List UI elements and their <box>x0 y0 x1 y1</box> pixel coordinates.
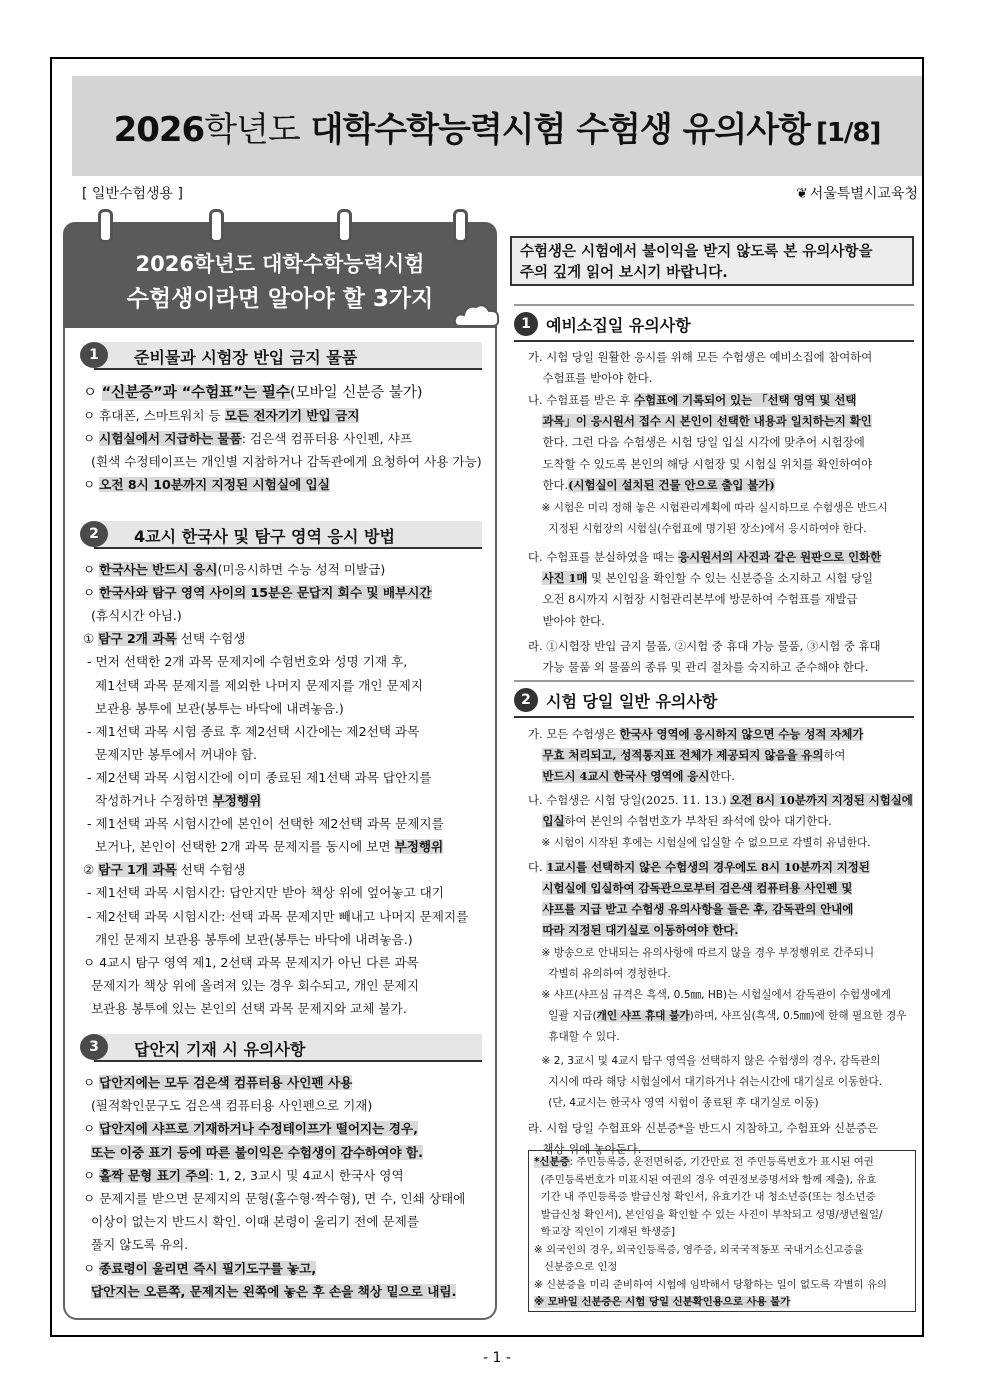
text-line <box>528 766 918 787</box>
text-line <box>528 432 918 453</box>
line-text: (모바일 신분증 불가) <box>289 385 423 401</box>
section-title: 시험 당일 일반 유의사항 <box>546 692 718 711</box>
text-line <box>534 1172 914 1190</box>
text-line <box>83 929 483 951</box>
line-text: : 검은색 컴퓨터용 사인펜, 샤프 <box>241 431 413 446</box>
line-text: ㅇ 문제지를 받으면 문제지의 문형(홀수형·짝수형), 면 수, 인쇄 상태에 <box>83 1191 466 1206</box>
text-line <box>83 605 483 627</box>
text-line <box>534 1154 914 1172</box>
line-text: (미응시하면 수능 성적 미발급) <box>217 562 386 577</box>
section-3-heading <box>80 1034 482 1060</box>
line-text: 라. ①시험장 반입 금지 물품, ②시험 중 휴대 가능 물품, ③시험 중 휴대 <box>528 638 881 653</box>
highlighted-text: (시험실이 설치된 건물 안으로 출입 불가) <box>568 477 775 492</box>
highlighted-text: 사진 1매 <box>542 571 588 585</box>
line-text <box>528 881 542 895</box>
highlighted-text: 홀짝 문형 표기 주의 <box>99 1167 210 1183</box>
line-text: - 제2선택 과목 시험시간: 선택 과목 문제지만 빼내고 나머지 문제지를 <box>83 908 469 924</box>
text-line <box>528 833 918 854</box>
highlighted-text: 따라 지정된 대기실로 이동하여야 한다. <box>542 922 739 937</box>
line-text: ㅇ <box>83 385 102 401</box>
highlighted-text: 입실 <box>542 814 565 829</box>
line-text: - 제2선택 과목 시험시간에 이미 종료된 제1선택 과목 답안지를 <box>83 769 432 785</box>
notice-line: 수험생은 시험에서 불이익을 받지 않도록 본 유의사항을 <box>520 244 873 260</box>
line-text: ㅇ <box>83 477 100 492</box>
text-line <box>534 1242 914 1260</box>
text-line <box>528 878 918 899</box>
highlighted-text: 샤프를 지급 받고 수험생 유의사항을 들은 후, 감독관의 안내에 <box>542 901 854 916</box>
line-text: 지정된 시험장의 시험실(수험표에 명기된 장소)에서 응시하여야 한다. <box>528 523 867 536</box>
text-line <box>528 347 918 368</box>
line-text: (휴식시간 아님.) <box>83 608 182 624</box>
line-text: ① <box>83 631 99 647</box>
text-line <box>83 813 483 835</box>
section-number: 2 <box>514 688 538 712</box>
line-text: 다. 수험표를 분실하였을 때는 <box>528 549 679 564</box>
text-line <box>83 744 483 766</box>
line-text: : 주민등록증, 운전면허증, 기간만료 전 주민등록번호가 표시된 여권 <box>569 1156 874 1168</box>
line-text <box>528 923 542 937</box>
line-text: (필적확인문구도 검은색 컴퓨터용 사인펜으로 기재) <box>83 1098 373 1114</box>
highlighted-text: 답안지는 오른쪽, 문제지는 왼쪽에 놓은 후 손을 책상 밑으로 내림. <box>91 1283 457 1299</box>
notice-line: 주의 깊게 읽어 보시기 바랍니다. <box>520 265 728 281</box>
text-line <box>83 1258 483 1280</box>
text-line <box>534 1224 914 1242</box>
line-text: 가. 시험 당일 원활한 응시를 위해 모든 수험생은 예비소집에 참여하여 <box>528 350 873 364</box>
line-text: ※ 방송으로 안내되는 유의사항에 따르지 않을 경우 부정행위로 간주되니 <box>528 947 875 959</box>
line-text: 선택 수험생 <box>176 862 246 878</box>
highlighted-text: 수험표에 기록되어 있는 「선택 영역 및 선택 <box>634 392 857 407</box>
text-line <box>528 498 918 519</box>
line-text <box>528 814 542 828</box>
text-line <box>83 836 483 858</box>
line-text: ※ 시험은 미리 정해 놓은 시험관리계획에 따라 실시하므로 수험생은 반드시 <box>528 502 888 515</box>
text-line <box>528 985 918 1006</box>
right-section-1-heading <box>514 310 914 342</box>
text-line <box>528 568 918 589</box>
line-text: ㅇ 휴대폰, 스마트워치 등 <box>83 408 225 423</box>
line-text: 작성하거나 수정하면 <box>83 793 213 808</box>
line-text: 제1선택 과목 문제지를 제외한 나머지 문제지를 개인 문제지 <box>83 677 424 693</box>
page-title: 2026학년도 대학수학능력시험 수험생 유의사항 [1/8] <box>113 110 881 150</box>
line-text: 일괄 지급( <box>528 1010 597 1023</box>
text-line <box>528 611 918 632</box>
key-points-heading-1: 2026학년도 대학수학능력시험 <box>135 252 425 276</box>
text-line <box>83 790 483 812</box>
section-number: 3 <box>80 1034 108 1060</box>
text-line <box>528 411 918 432</box>
line-text: 나. 수험생은 시험 당일(2025. 11. 13.) <box>528 793 731 808</box>
line-text: 오전 8시까지 시험장 시험관리본부에 방문하여 수험표를 재발급 <box>528 592 858 607</box>
text-line <box>83 1095 483 1117</box>
line-text: ※ 시험이 시작된 후에는 시험실에 입실할 수 없으므로 각별히 유념한다. <box>528 836 871 849</box>
section-title: 답안지 기재 시 유의사항 <box>134 1040 306 1059</box>
section-title: 준비물과 시험장 반입 금지 물품 <box>134 348 358 367</box>
line-text <box>528 769 542 783</box>
highlighted-text: 모든 전자기기 반입 금지 <box>224 408 360 423</box>
line-text: 하여 본인의 수험번호가 부착된 좌석에 앉아 대기한다. <box>564 814 832 829</box>
section-title: 4교시 한국사 및 탐구 영역 응시 방법 <box>134 527 395 546</box>
highlighted-text: 반드시 4교시 한국사 영역에 응시 <box>542 769 710 784</box>
text-line <box>528 724 918 745</box>
line-text: - 제1선택 과목 시험 종료 후 제2선택 시간에는 제2선택 과목 <box>83 723 420 739</box>
line-text: ㅇ <box>83 1121 100 1137</box>
line-text: ※ 신분증을 미리 준비하여 시험에 임박해서 당황하는 일이 없도록 각별히 유의 <box>534 1278 887 1291</box>
text-line <box>528 920 918 941</box>
line-text: - 제1선택 과목 시험시간에 본인이 선택한 제2선택 과목 문제지를 <box>83 816 444 832</box>
highlighted-text: 과목」이 응시원서 접수 시 본인이 선택한 내용과 일치하는지 확인 <box>542 413 872 428</box>
line-text: 가능 물품 외 물품의 종류 및 관리 절차를 숙지하고 준수해야 한다. <box>528 660 869 675</box>
line-text: (흰색 수정테이프는 개인별 지참하거나 감독관에게 요청하여 사용 가능) <box>83 454 482 469</box>
text-line <box>534 1207 914 1225</box>
line-text: 다. <box>528 859 547 874</box>
text-line <box>83 859 483 881</box>
line-text: ㅇ <box>83 585 100 601</box>
highlighted-text: 오전 8시 10분까지 지정된 시험실에 <box>730 793 913 808</box>
text-line <box>528 368 918 389</box>
line-text: 보관용 봉투에 있는 본인의 선택 과목 문제지와 교체 불가. <box>83 1000 407 1016</box>
highlighted-text: 탐구 1개 과목 <box>98 862 177 878</box>
text-line <box>83 882 483 904</box>
text-line <box>83 1072 483 1094</box>
text-line <box>83 582 483 604</box>
audience-tag: [ 일반수험생용 ] <box>82 186 183 202</box>
key-points-heading-2: 수험생이라면 알아야 할 3가지 <box>126 286 434 312</box>
highlighted-text: ※ 모바일 신분증은 시험 당일 신분확인용으로 사용 불가 <box>534 1296 791 1308</box>
highlighted-text: 무효 처리되고, 성적통지표 전체가 제공되지 않음을 유의 <box>542 748 824 763</box>
line-text: ㅇ <box>83 1075 100 1090</box>
notice-box <box>510 236 914 286</box>
line-text: 보거나, 본인이 선택한 2개 과목 문제지를 동시에 보면 <box>83 839 395 855</box>
text-line <box>83 405 483 427</box>
text-line <box>83 628 483 650</box>
text-line <box>534 1294 914 1312</box>
line-text: ㅇ <box>83 1167 100 1183</box>
line-text: - 먼저 선택한 2개 과목 문제지에 수험번호와 성명 기재 후, <box>83 654 408 670</box>
line-text: 도착할 수 있도록 본인의 해당 시험장 및 시험실 위치를 확인하여야 <box>528 456 873 471</box>
line-text <box>528 748 542 762</box>
text-line <box>528 811 918 832</box>
line-text: 한다. <box>528 477 569 492</box>
line-text: 수험표를 받아야 한다. <box>528 371 653 386</box>
text-line <box>83 559 483 581</box>
text-line <box>83 1165 483 1187</box>
line-text: : 1, 2, 3교시 및 4교시 한국사 영역 <box>209 1167 404 1183</box>
text-line <box>83 382 483 404</box>
text-line <box>528 857 918 878</box>
line-text: 선택 수험생 <box>176 631 246 647</box>
right-section-2-heading <box>514 686 914 718</box>
line-text: 기간 내 주민등록증 발급신청 확인서, 유효기간 내 청소년증(또는 청소년증 <box>534 1191 876 1203</box>
binder-ring-icon <box>453 209 468 243</box>
line-text <box>83 1284 91 1299</box>
line-text: 책상 위에 놓아둔다. <box>528 1141 642 1156</box>
highlighted-text: 개인 샤프 휴대 불가 <box>596 1010 690 1023</box>
text-line <box>528 1093 918 1114</box>
line-text: ㅇ <box>83 1260 100 1276</box>
line-text: 문제지가 책상 위에 올려져 있는 경우 회수되고, 개인 문제지 <box>83 977 420 993</box>
line-text: ② <box>83 862 99 878</box>
line-text: 지시에 따라 해당 시험실에서 대기하거나 쉬는시간에 대기실로 이동한다. <box>528 1075 883 1088</box>
line-text: 받아야 한다. <box>528 613 605 628</box>
section-2-heading <box>80 521 482 547</box>
text-line <box>83 906 483 928</box>
text-line <box>83 975 483 997</box>
section-number: 1 <box>80 342 108 368</box>
text-line <box>83 1281 483 1303</box>
text-line <box>528 1072 918 1093</box>
text-line <box>534 1259 914 1277</box>
text-line <box>528 636 918 657</box>
text-line <box>83 698 483 720</box>
line-text <box>528 902 542 916</box>
highlighted-text: “신분증”과 “수험표”는 필수 <box>101 385 290 401</box>
line-text: ㅇ <box>83 431 100 446</box>
text-line <box>83 721 483 743</box>
line-text: 발급신청 확인서), 본인임을 확인할 수 있는 사진이 부착되고 성명/생년월일/ <box>534 1208 883 1221</box>
line-text: (주민등록번호가 미표시된 여권의 경우 여권정보증명서와 함께 제출), 유효 <box>534 1173 877 1186</box>
text-line <box>83 1188 483 1210</box>
line-text: 풀지 않도록 유의. <box>83 1237 189 1253</box>
text-line <box>528 899 918 920</box>
text-line <box>528 589 918 610</box>
issuer <box>796 183 918 203</box>
line-text: 라. 시험 당일 수험표와 신분증*을 반드시 지참하고, 수험표와 신분증은 <box>528 1120 878 1135</box>
line-text: - 제1선택 과목 시험시간: 답안지만 받아 책상 위에 엎어놓고 대기 <box>83 885 444 901</box>
text-line <box>528 1006 918 1027</box>
highlighted-text: 또는 이중 표기 등에 따른 불이익은 수험생이 감수하여야 함. <box>91 1144 423 1160</box>
text-line <box>528 657 918 678</box>
line-text <box>528 571 542 585</box>
text-line <box>528 964 918 985</box>
text-line <box>528 475 918 496</box>
line-text: ※ 외국인의 경우, 외국인등록증, 영주증, 외국국적동포 국내거소신고증을 <box>534 1243 864 1256</box>
line-text: ※ 2, 3교시 및 4교시 탐구 영역을 선택하지 않은 수험생의 경우, 감독관의 <box>528 1054 881 1067</box>
text-line <box>528 1027 918 1048</box>
office-name: 서울특별시교육청 <box>809 186 918 202</box>
line-text: 나. 수험표를 받은 후 <box>528 392 635 407</box>
office-logo-icon: ❦ <box>796 186 808 202</box>
highlighted-text: 답안지에 샤프로 기재하거나 수정테이프가 떨어지는 경우, <box>99 1121 418 1137</box>
line-text: 개인 문제지 보관용 봉투에 보관(봉투는 바닥에 내려놓음.) <box>83 931 413 947</box>
highlighted-text: 답안지에는 모두 검은색 컴퓨터용 사인펜 사용 <box>99 1075 353 1090</box>
binder-ring-icon <box>209 209 224 243</box>
line-text: 하여 <box>823 748 846 763</box>
highlighted-text: *신분증 <box>534 1156 570 1168</box>
title-bar <box>72 76 922 176</box>
line-text <box>528 414 542 428</box>
line-text: 한다. 그런 다음 수험생은 시험 당일 입실 시각에 맞추어 시험장에 <box>528 435 865 450</box>
text-line <box>528 547 918 568</box>
text-line <box>83 451 483 473</box>
line-text: 문제지만 봉투에서 꺼내야 함. <box>83 746 258 762</box>
text-line <box>83 1142 483 1164</box>
text-line <box>83 428 483 450</box>
section-1-heading <box>80 342 482 368</box>
binder-ring-icon <box>337 209 352 243</box>
highlighted-text: 1교시를 선택하지 않은 수험생의 경우에도 8시 10분까지 지정된 <box>546 859 870 874</box>
text-line <box>528 1118 918 1139</box>
highlighted-text: 부정행위 <box>394 839 444 855</box>
text-line <box>83 767 483 789</box>
text-line <box>83 1234 483 1256</box>
highlighted-text: 한국사 영역에 응시하지 않으면 수능 성적 자체가 <box>619 727 864 741</box>
section-number: 2 <box>80 521 108 547</box>
key-points-header <box>63 222 497 328</box>
text-line <box>528 1051 918 1072</box>
line-text: ㅇ <box>83 562 100 577</box>
text-line <box>83 1211 483 1233</box>
line-text: 각별히 유의하여 경청한다. <box>528 968 671 981</box>
cloud-icon <box>452 300 502 330</box>
line-text: 및 본인임을 확인할 수 있는 신분증을 소지하고 시험 당일 <box>587 571 874 585</box>
text-line <box>534 1189 914 1207</box>
line-text: 보관용 봉투에 보관(봉투는 바닥에 내려놓음.) <box>83 700 344 716</box>
line-text: ※ 샤프(샤프심 규격은 흑색, 0.5㎜, HB)는 시험실에서 감독관이 수험생에게 <box>528 989 891 1002</box>
line-text: 신분증으로 인정 <box>534 1261 618 1273</box>
highlighted-text: 한국사는 반드시 응시 <box>99 562 218 577</box>
highlighted-text: 부정행위 <box>212 793 262 808</box>
page-number: - 1 - <box>483 1350 511 1366</box>
highlighted-text: 종료령이 울리면 즉시 필기도구를 놓고, <box>99 1260 317 1276</box>
section-title: 예비소집일 유의사항 <box>546 316 691 335</box>
highlighted-text: 오전 8시 10분까지 지정된 시험실에 입실 <box>99 477 330 492</box>
line-text: 이상이 없는지 반드시 확인. 이때 본령이 울리기 전에 문제를 <box>83 1214 420 1230</box>
line-text: 휴대할 수 있다. <box>528 1031 620 1044</box>
highlighted-text: 시험실에서 지급하는 물품 <box>99 431 242 446</box>
text-line <box>83 952 483 974</box>
line-text <box>83 1145 91 1160</box>
text-line <box>83 675 483 697</box>
text-line <box>83 998 483 1020</box>
line-text: 가. 모든 수험생은 <box>528 727 620 741</box>
highlighted-text: 탐구 2개 과목 <box>98 631 177 647</box>
highlighted-text: 한국사와 탐구 영역 사이의 15분은 문답지 회수 및 배부시간 <box>99 585 432 601</box>
binder-ring-icon <box>98 209 113 243</box>
text-line <box>528 943 918 964</box>
line-text: ㅇ 4교시 탐구 영역 제1, 2선택 과목 문제지가 아닌 다른 과목 <box>83 954 419 970</box>
line-text: 학교장 직인이 기재된 학생증] <box>534 1226 676 1238</box>
section-number: 1 <box>514 312 538 336</box>
highlighted-text: 시험실에 입실하여 감독관으로부터 검은색 컴퓨터용 사인펜 및 <box>542 880 853 895</box>
text-line <box>528 390 918 411</box>
text-line <box>528 519 918 540</box>
text-line <box>83 1118 483 1140</box>
highlighted-text: 응시원서의 사진과 같은 원판으로 인화한 <box>678 549 882 564</box>
text-line <box>534 1277 914 1295</box>
text-line <box>528 454 918 475</box>
text-line <box>528 790 918 811</box>
page-indicator: [1/8] <box>815 118 881 148</box>
line-text: (단, 4교시는 한국사 영역 시험이 종료된 후 대기실로 이동) <box>528 1096 819 1109</box>
line-text: 한다. <box>709 769 735 784</box>
text-line <box>83 474 483 496</box>
line-text: )하며, 샤프심(흑색, 0.5㎜)에 한해 필요한 경우 <box>689 1010 907 1023</box>
text-line <box>83 651 483 673</box>
text-line <box>528 745 918 766</box>
